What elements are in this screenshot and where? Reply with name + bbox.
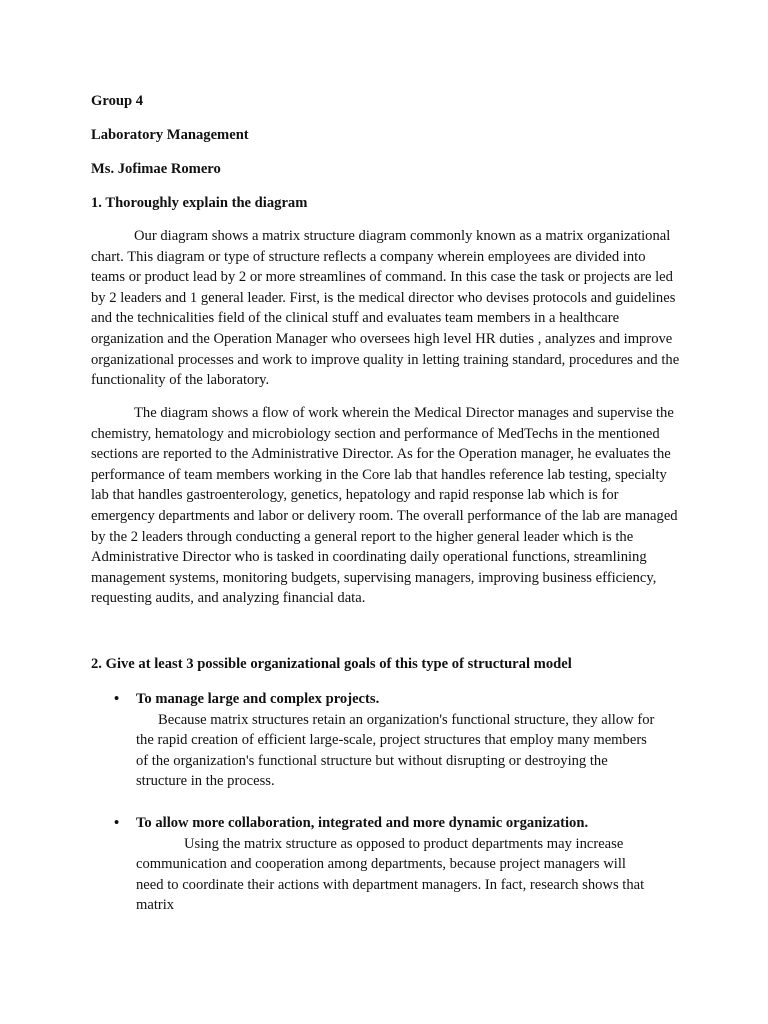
- question-1-paragraph-1: Our diagram shows a matrix structure diagram commonly known as a matrix organizational chart. This diagram or type of structure reflects a company wherein employees are divided into teams or product lead by 2 or more streamlines of command. In this case the task or projects are led by 2 leaders and 1 general leader. First, is the medical director who devises protocols and guidelines and the technicalities field of the clinical stuff and evaluates team members in a healthcare organization and the Operation Manager who oversees high level HR duties , analyzes and improve organizational processes and work to improve quality in letting training standard, procedures and the functionality of the laboratory.: [91, 228, 680, 389]
- goal-title: To allow more collaboration, integrated and more dynamic organization.: [136, 815, 589, 831]
- group-label: Group 4: [91, 93, 144, 109]
- goal-description: Using the matrix structure as opposed to product departments may increase communication and cooperation among departments, because project managers will need to coordinate their actions with department managers. In fact, research shows that matrix: [136, 835, 645, 914]
- question-1-paragraph-2: The diagram shows a flow of work wherein the Medical Director manages and supervise the chemistry, hematology and microbiology section and performance of MedTechs in the mentioned sections are reported to the Administrative Director. As for the Operation manager, he evaluates the performance of team members working in the Core lab that handles reference lab testing, specialty lab that handles gastroenterology, genetics, hepatology and rapid response lab which is for emergency departments and labor or delivery room. The overall performance of the lab are managed by the 2 leaders through conducting a general report to the higher general leader which is the Administrative Director who is tasked in coordinating daily operational functions, streamlining management systems, monitoring budgets, supervising managers, improving business efficiency, requesting audits, and analyzing financial data.: [91, 405, 678, 607]
- bullet-icon: •: [114, 815, 120, 831]
- goal-description: Because matrix structures retain an organization's functional structure, they allow for the rapid creation of efficient large-scale, project structures that employ many members of the organization's functional structure but without disrupting or destroying the structure in the process.: [136, 711, 655, 790]
- course-title: Laboratory Management: [91, 127, 249, 143]
- question-2-heading: 2. Give at least 3 possible organizational goals of this type of structural model: [91, 656, 572, 672]
- instructor-name: Ms. Jofimae Romero: [91, 161, 221, 177]
- question-1-heading: 1. Thoroughly explain the diagram: [91, 195, 308, 211]
- bullet-icon: •: [114, 691, 120, 707]
- goal-title: To manage large and complex projects.: [136, 691, 380, 707]
